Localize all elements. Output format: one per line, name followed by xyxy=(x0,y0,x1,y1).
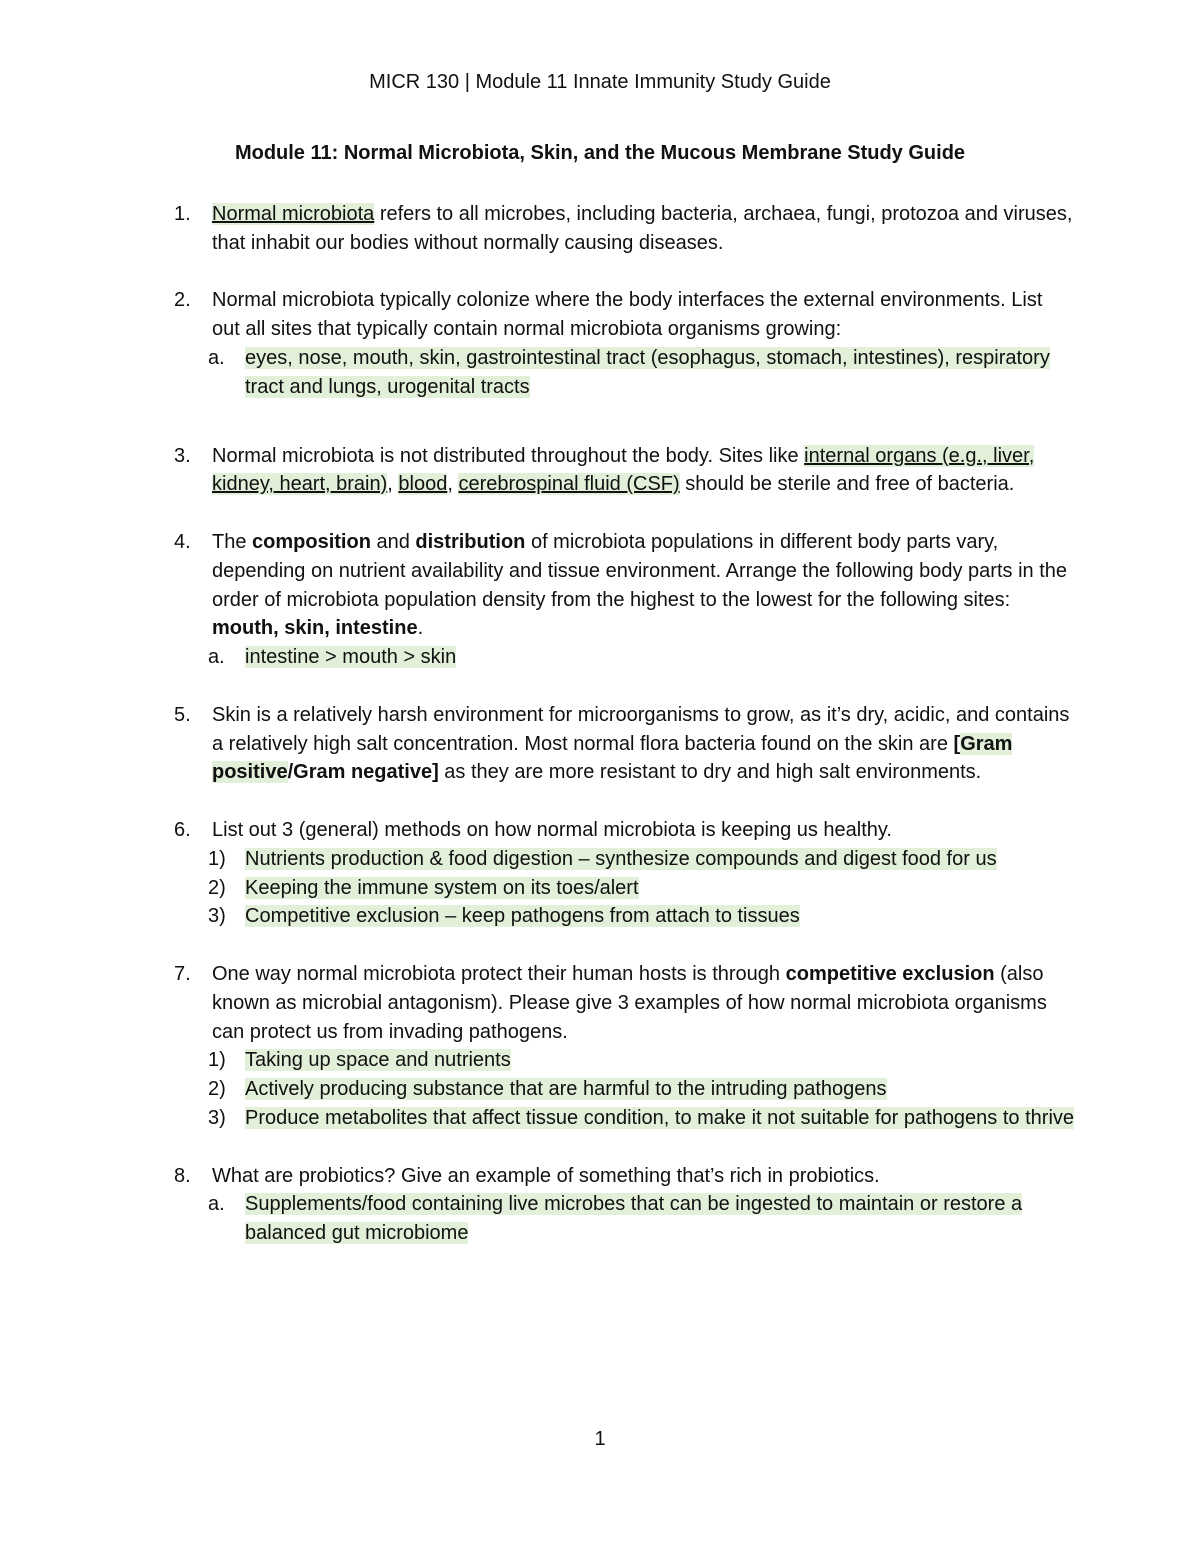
answer-text: Taking up space and nutrients xyxy=(245,1049,511,1072)
answer-item xyxy=(174,1104,1074,1133)
question-3 xyxy=(174,442,1074,500)
answer-item xyxy=(174,845,1074,874)
question-number: 2. xyxy=(174,289,191,312)
question-text: Normal microbiota typically colonize where the body interfaces the external environments. List out all sites that typically contain normal microbiota organisms growing: xyxy=(212,289,1043,341)
question-text: should be sterile and free of bacteria. xyxy=(679,473,1015,496)
answer-item xyxy=(174,643,1074,672)
question-text: One way normal microbiota protect their human hosts is through xyxy=(212,962,786,985)
answer-item xyxy=(174,1075,1074,1104)
question-text: . xyxy=(417,617,424,640)
question-text: The xyxy=(212,530,253,553)
question-text: What are probiotics? Give an example of something that’s rich in probiotics. xyxy=(212,1164,880,1187)
question-text: (also known as microbial antagonism). Please give 3 examples of how normal microbiota organisms can protect us from invading pathogens. xyxy=(212,962,1047,1043)
answer-blank-organs: internal organs (e.g., liver, kidney, heart, brain) xyxy=(212,444,1035,496)
question-number: 4. xyxy=(174,530,191,553)
question-2 xyxy=(174,286,1074,344)
answer-text: Supplements/food containing live microbes that can be ingested to maintain or restore a balanced gut microbiome xyxy=(245,1193,1023,1245)
page-header: MICR 130 | Module 11 Innate Immunity Study Guide xyxy=(369,71,831,93)
bold-term: mouth, skin, intestine xyxy=(212,617,418,640)
answer-item xyxy=(174,1046,1074,1075)
answer-label: a. xyxy=(208,346,225,369)
answer-text: Actively producing substance that are harmful to the intruding pathogens xyxy=(245,1078,887,1101)
separator: , xyxy=(387,473,399,496)
answer-label: a. xyxy=(208,1193,225,1216)
answer-item xyxy=(174,874,1074,903)
question-5 xyxy=(174,701,1074,787)
question-6 xyxy=(174,816,1074,845)
question-number: 3. xyxy=(174,444,191,467)
question-text: refers to all microbes, including bacteria, archaea, fungi, protozoa and viruses, that inhabit our bodies without normally causing diseases. xyxy=(212,203,1073,254)
question-number: 8. xyxy=(174,1164,191,1187)
question-list xyxy=(174,200,1074,1248)
answer-blank-blood: blood xyxy=(398,473,448,496)
answer-label: 3) xyxy=(208,905,226,928)
answer-item xyxy=(174,902,1074,931)
question-text: and xyxy=(370,530,416,553)
selected-choice: Gram positive xyxy=(212,732,1013,784)
answer-text: Competitive exclusion – keep pathogens from attach to tissues xyxy=(245,905,800,928)
answer-label: 2) xyxy=(208,876,226,899)
document-title: Module 11: Normal Microbiota, Skin, and the Mucous Membrane Study Guide xyxy=(234,142,966,164)
answer-text: eyes, nose, mouth, skin, gastrointestinal tract (esophagus, stomach, intestines), respiratory tract and lungs, urogenital tracts xyxy=(245,346,1050,398)
question-1 xyxy=(174,200,1074,258)
bracket: [ xyxy=(953,732,961,755)
answer-label: a. xyxy=(208,646,225,669)
answer-term: Normal microbiota xyxy=(212,203,375,225)
answer-text: Nutrients production & food digestion – synthesize compounds and digest food for us xyxy=(245,847,997,870)
question-7 xyxy=(174,960,1074,1046)
question-text: of microbiota populations in different body parts vary, depending on nutrient availability and tissue environment. Arrange the following body parts in the order of microbiota population density from the highest to the lowest for the following sites: xyxy=(212,530,1067,611)
question-number: 7. xyxy=(174,962,191,985)
question-number: 6. xyxy=(174,818,191,841)
answer-text: Produce metabolites that affect tissue condition, to make it not suitable for pathogens to thrive xyxy=(245,1106,1075,1129)
answer-text: intestine > mouth > skin xyxy=(245,646,457,669)
answer-blank-csf: cerebrospinal fluid (CSF) xyxy=(458,473,680,496)
separator: , xyxy=(447,473,459,496)
question-number: 5. xyxy=(174,703,191,726)
answer-label: 1) xyxy=(208,1049,226,1072)
answer-item xyxy=(174,1190,1074,1248)
answer-item xyxy=(174,344,1074,402)
question-text: List out 3 (general) methods on how normal microbiota is keeping us healthy. xyxy=(212,818,892,841)
answer-label: 2) xyxy=(208,1078,226,1101)
bold-term: competitive exclusion xyxy=(785,962,995,985)
bold-term: composition xyxy=(252,530,371,553)
answer-label: 1) xyxy=(208,847,226,870)
answer-label: 3) xyxy=(208,1106,226,1129)
question-8 xyxy=(174,1162,1074,1191)
question-4 xyxy=(174,528,1074,643)
question-text: as they are more resistant to dry and high salt environments. xyxy=(438,761,982,784)
other-choice: /Gram negative] xyxy=(287,761,439,784)
bold-term: distribution xyxy=(415,530,526,553)
question-number: 1. xyxy=(174,203,191,225)
page-number: 1 xyxy=(594,1428,606,1450)
question-text: Skin is a relatively harsh environment for microorganisms to grow, as it’s dry, acidic, and contains a relatively high salt concentration. Most normal flora bacteria found on the skin are xyxy=(212,703,1070,755)
answer-text: Keeping the immune system on its toes/alert xyxy=(245,876,639,899)
question-text: Normal microbiota is not distributed throughout the body. Sites like xyxy=(212,444,805,467)
